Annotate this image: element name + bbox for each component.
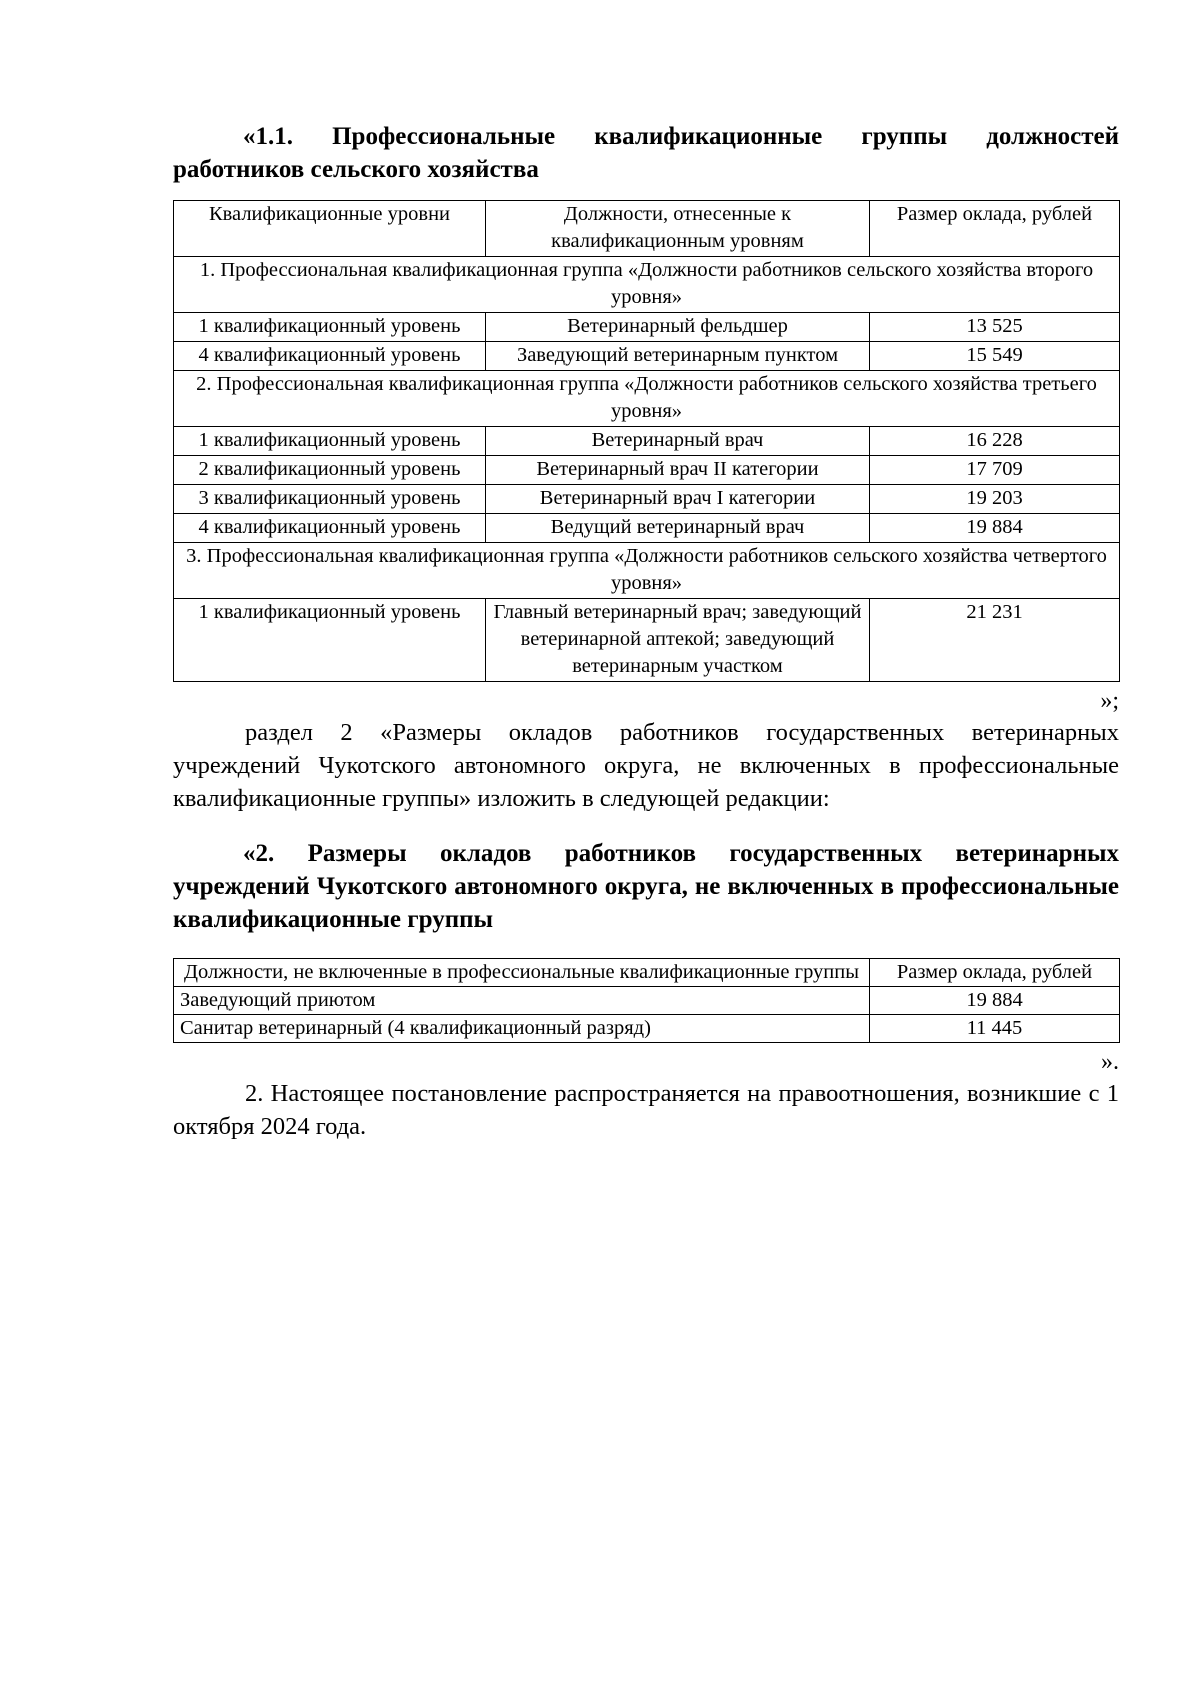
level-cell: 3 квалификационный уровень bbox=[174, 485, 486, 514]
level-cell: 1 квалификационный уровень bbox=[174, 599, 486, 682]
table-header-row bbox=[174, 959, 1120, 987]
position-cell: Заведующий приютом bbox=[174, 987, 870, 1015]
position-cell: Ветеринарный врач bbox=[486, 427, 870, 456]
salary-cell: 11 445 bbox=[870, 1015, 1120, 1043]
non-group-positions-table bbox=[173, 958, 1120, 1043]
salary-cell: 16 228 bbox=[870, 427, 1120, 456]
table-row bbox=[174, 1015, 1120, 1043]
position-cell: Заведующий ветеринарным пунктом bbox=[486, 342, 870, 371]
level-cell: 4 квалификационный уровень bbox=[174, 514, 486, 543]
group-3-title: 3. Профессиональная квалификационная группа «Должности работников сельского хозяйства четвертого уровня» bbox=[174, 543, 1120, 599]
level-cell: 4 квалификационный уровень bbox=[174, 342, 486, 371]
position-cell: Главный ветеринарный врач; заведующий ветеринарной аптекой; заведующий ветеринарным участком bbox=[486, 599, 870, 682]
level-cell: 1 квалификационный уровень bbox=[174, 427, 486, 456]
header-salary: Размер оклада, рублей bbox=[870, 201, 1120, 257]
position-cell: Ведущий ветеринарный врач bbox=[486, 514, 870, 543]
group-title-row bbox=[174, 257, 1120, 313]
salary-cell: 19 884 bbox=[870, 514, 1120, 543]
position-cell: Ветеринарный фельдшер bbox=[486, 313, 870, 342]
section-2-closing-quote: ». bbox=[1101, 1049, 1119, 1075]
table-row bbox=[174, 514, 1120, 543]
salary-cell: 19 884 bbox=[870, 987, 1120, 1015]
header-positions: Должности, отнесенные к квалификационным уровням bbox=[486, 201, 870, 257]
table-row bbox=[174, 427, 1120, 456]
section-1-1-heading: «1.1. Профессиональные квалификационные группы должностей работников сельского хозяйства bbox=[173, 123, 1119, 183]
table-header-row bbox=[174, 201, 1120, 257]
effective-date-paragraph: 2. Настоящее постановление распространяется на правоотношения, возникшие с 1 октября 2024 года. bbox=[173, 1080, 1119, 1140]
group-title-row bbox=[174, 371, 1120, 427]
group-title-row bbox=[174, 543, 1120, 599]
position-cell: Ветеринарный врач I категории bbox=[486, 485, 870, 514]
table-row bbox=[174, 987, 1120, 1015]
salary-cell: 17 709 bbox=[870, 456, 1120, 485]
group-1-title: 1. Профессиональная квалификационная группа «Должности работников сельского хозяйства второго уровня» bbox=[174, 257, 1120, 313]
level-cell: 1 квалификационный уровень bbox=[174, 313, 486, 342]
section-1-1-closing-quote: »; bbox=[1100, 688, 1119, 714]
table-row bbox=[174, 456, 1120, 485]
header-salary: Размер оклада, рублей bbox=[870, 959, 1120, 987]
salary-cell: 15 549 bbox=[870, 342, 1120, 371]
header-levels: Квалификационные уровни bbox=[174, 201, 486, 257]
section-2-amendment-paragraph: раздел 2 «Размеры окладов работников государственных ветеринарных учреждений Чукотского автономного округа, не включенных в профессиональные квалификационные группы» изложить в следующей редакции: bbox=[173, 719, 1119, 812]
table-row bbox=[174, 342, 1120, 371]
group-2-title: 2. Профессиональная квалификационная группа «Должности работников сельского хозяйства третьего уровня» bbox=[174, 371, 1120, 427]
header-positions: Должности, не включенные в профессиональные квалификационные группы bbox=[174, 959, 870, 987]
table-row bbox=[174, 485, 1120, 514]
salary-cell: 19 203 bbox=[870, 485, 1120, 514]
level-cell: 2 квалификационный уровень bbox=[174, 456, 486, 485]
salary-cell: 21 231 bbox=[870, 599, 1120, 682]
table-row bbox=[174, 599, 1120, 682]
qualification-groups-table bbox=[173, 200, 1120, 682]
document-content bbox=[173, 120, 1119, 1143]
table-row bbox=[174, 313, 1120, 342]
salary-cell: 13 525 bbox=[870, 313, 1120, 342]
section-2-heading: «2. Размеры окладов работников государственных ветеринарных учреждений Чукотского автономного округа, не включенных в профессиональные квалификационные группы bbox=[173, 840, 1119, 933]
position-cell: Санитар ветеринарный (4 квалификационный разряд) bbox=[174, 1015, 870, 1043]
spacer bbox=[173, 815, 1119, 837]
position-cell: Ветеринарный врач II категории bbox=[486, 456, 870, 485]
